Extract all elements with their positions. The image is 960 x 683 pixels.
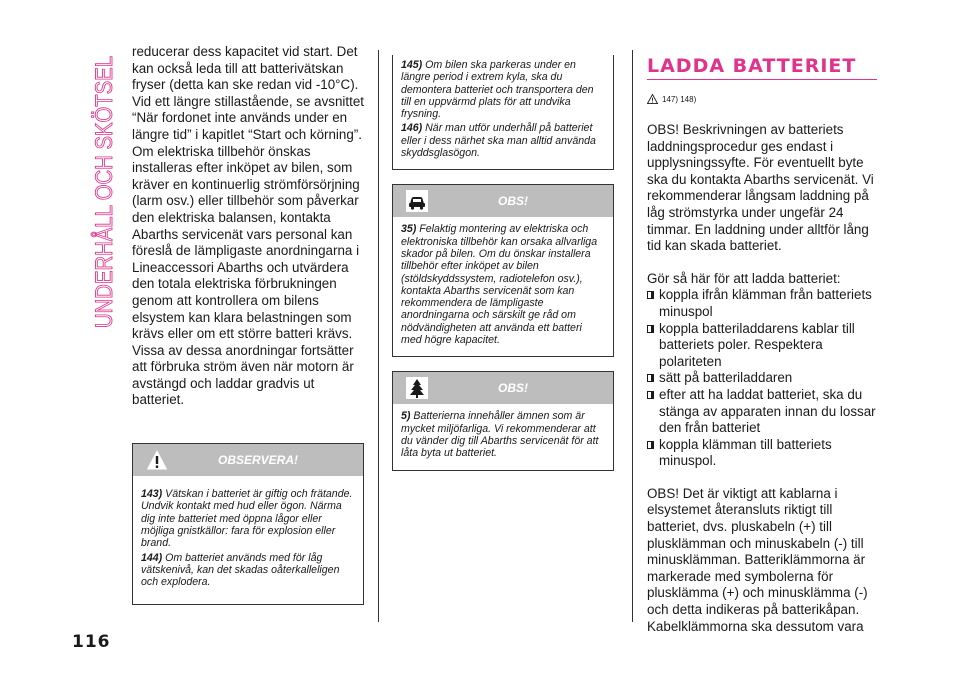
column-divider: [632, 50, 633, 622]
column-3: [647, 55, 877, 651]
list-item: koppla ifrån klämman från batteriets minuspol: [647, 287, 877, 320]
note-item: 5) Batterierna innehåller ämnen som är mycket miljöfarliga. Vi rekommenderar att du vänder dig till Abarths servicenät för att låta byta ut batteriet.: [401, 410, 599, 460]
bullet-icon: [647, 291, 654, 299]
obs-box-2-header: [393, 372, 613, 404]
obs-box-2: [392, 371, 614, 470]
steps-intro: Gör så här för att ladda batteriet:: [647, 270, 841, 286]
warning-box-header: [133, 444, 363, 476]
note-item: 35) Felaktig montering av elektriska och elektroniska tillbehör kan orsaka allvarliga skador på bilen. Om du önskar installera tillbehör efter inköpet av bilen (stöldskyddssystem, radiotelefon osv.), kontakta Abarths servicenät som kan rekommendera de lämpligaste anordningarna och särskilt ge råd om nödvändigheten att använda ett batteri med högre kapacitet.: [401, 223, 598, 347]
obs-box-1-title: OBS!: [498, 194, 528, 209]
warning-box-title: OBSERVERA!: [217, 453, 298, 468]
column-2: [392, 55, 614, 471]
obs-box-1-header: [393, 185, 613, 217]
obs-box-2-title: OBS!: [498, 381, 528, 396]
body-paragraph: reducerar dess kapacitet vid start. Det kan också leda till att batterivätskan fryser (detta kan ske redan vid -10°C). Vid ett längre stillastående, se avsnittet “När fordonet inte används under en längre tid” i kapitlet “Start och körning”. Om elektriska tillbehör önskas installeras efter inköpet av bilen, som kräver en kontinuerlig strömförsörjning (larm osv.) eller tillbehör som påverkar den elektriska balansen, kontakta Abarths servicenät vars personal kan föreslå de lämpligaste anordningarna i Lineaccessori Abarths och utvärdera den totala elektriska förbrukningen genom att kontrollera om bilens elsystem kan klara belastningen som krävs eller om ett större batteri krävs. Vissa av dessa anordningar fortsätter att förbruka ström även när motorn är avstängd och laddar gradvis ut batteriet.: [132, 44, 364, 408]
note-item: 145) Om bilen ska parkeras under en längre period i extrem kyla, ska du demontera batteriet och transportera den till en uppvärmd plats för att undvika frysning.: [401, 59, 594, 121]
steps-list: [647, 287, 877, 470]
obs-box-1: [392, 184, 614, 357]
sidebar-chapter-title-text: UNDERHÅLL OCH SKÖTSEL: [91, 52, 118, 328]
continued-warning-box: [392, 55, 614, 170]
bullet-icon: [647, 374, 654, 382]
section-title: LADDA BATTERIET: [647, 55, 877, 80]
note-item: 144) Om batteriet används med för låg vätskenivå, kan det skadas oåterkalleligen och explodera.: [141, 551, 340, 589]
obs-box-2-notes: [393, 404, 613, 469]
note-item: 146) När man utför underhåll på batteriet eller i dess närhet ska man alltid använda skyddsglasögon.: [401, 122, 596, 160]
bullet-icon: [647, 391, 654, 399]
obs-box-1-notes: [393, 217, 613, 356]
list-item: sätt på batteriladdaren: [647, 370, 877, 387]
warning-triangle-icon: [647, 94, 658, 104]
warning-references: [647, 94, 877, 104]
list-item: koppla batteriladdarens kablar till batteriets poler. Respektera polariteten: [647, 321, 877, 371]
warning-box: [132, 443, 364, 605]
column-divider: [378, 50, 379, 622]
bullet-icon: [647, 441, 654, 449]
warning-notes: [133, 476, 363, 604]
warning-triangle-icon: [145, 448, 169, 472]
note-item: 143) Vätskan i batteriet är giftig och frätande. Undvik kontakt med hud eller ögon. Närma dig inte batteriet med öppna lågor eller möjliga gnistkällor: fara för explosion eller brand.: [141, 488, 353, 550]
intro-paragraph: OBS! Beskrivningen av batteriets laddningsprocedur ges endast i upplysningssyfte. För eventuellt byte ska du kontakta Abarths servicenät. Vi rekommenderar långsam laddning på låg strömstyrka under ungefär 24 timmar. En laddning under alltför lång tid kan skada batteriet.: [647, 122, 874, 254]
closing-paragraph: OBS! Det är viktigt att kablarna i elsystemet återansluts riktigt till batteriet, dvs. pluskabeln (+) till plusklämman och minuskabeln (-) till minusklämman. Batteriklämmorna är markerade med symbolerna för plusklämma (+) och minusklämma (-) och detta indikeras på batterikåpan. Kabelklämmorna ska dessutom vara: [647, 485, 868, 634]
reference-numbers: 147) 148): [662, 94, 697, 104]
sidebar-chapter-title: [56, 52, 136, 332]
bullet-icon: [647, 325, 654, 333]
car-icon: [405, 189, 429, 213]
column-1: [132, 44, 364, 605]
page-number: 116: [72, 632, 111, 652]
environment-tree-icon: [405, 376, 429, 400]
list-item: efter att ha laddat batteriet, ska du stänga av apparaten innan du lossar den från batteriet: [647, 387, 877, 437]
list-item: koppla klämman till batteriets minuspol.: [647, 437, 877, 470]
